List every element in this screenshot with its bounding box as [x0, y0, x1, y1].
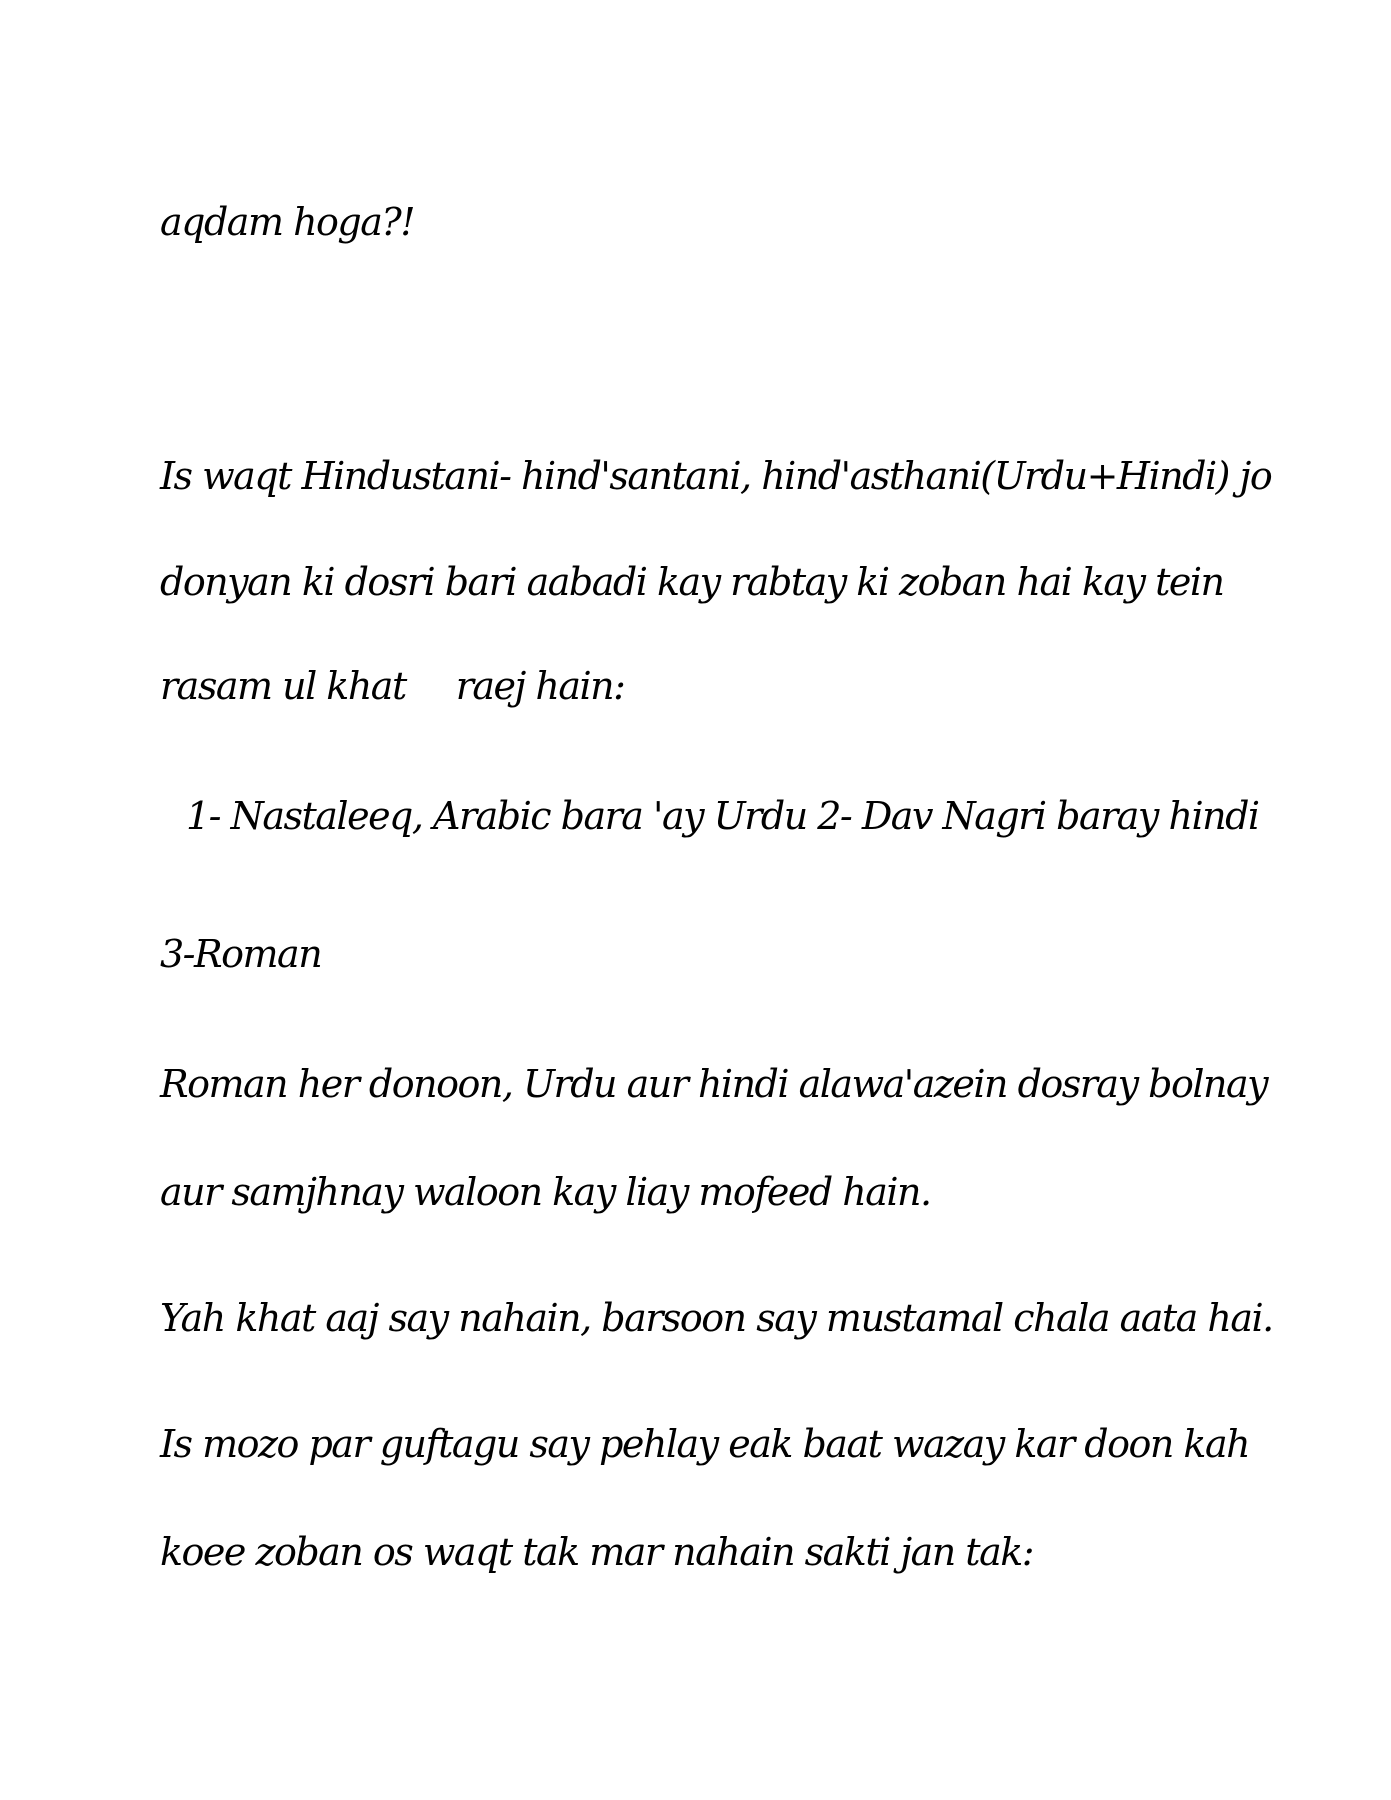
text-line-yah-khat: Yah khat aaj say nahain, barsoon say mustamal chala aata hai. [160, 1296, 1273, 1340]
text-line-is-mozo: Is mozo par guftagu say pehlay eak baat wazay kar doon kah [160, 1422, 1250, 1466]
text-line-3-roman: 3-Roman [160, 932, 322, 976]
text-line-roman-her-donoon: Roman her donoon, Urdu aur hindi alawa'azein dosray bolnay [160, 1062, 1268, 1106]
text-line-aur-samjhnay: aur samjhnay waloon kay liay mofeed hain. [160, 1170, 931, 1214]
text-line-numbered-scripts: 1- Nastaleeq, Arabic bara 'ay Urdu 2- Dav Nagri baray hindi [186, 794, 1259, 838]
text-segment-rasam-ul-khat: rasam ul khat [160, 664, 406, 708]
text-line-donyan-ki-dosri: donyan ki dosri bari aabadi kay rabtay ki zoban hai kay tein [160, 560, 1224, 604]
text-line-koee-zoban: koee zoban os waqt tak mar nahain sakti jan tak: [160, 1530, 1034, 1574]
text-line-rasam-ul-khat [160, 666, 1260, 708]
text-line-is-waqt-hindustani: Is waqt Hindustani- hind'santani, hind'asthani(Urdu+Hindi) jo [160, 454, 1272, 498]
text-line-aqdam-hoga: aqdam hoga?! [160, 200, 415, 244]
text-segment-raej-hain: raej hain: [455, 664, 625, 708]
